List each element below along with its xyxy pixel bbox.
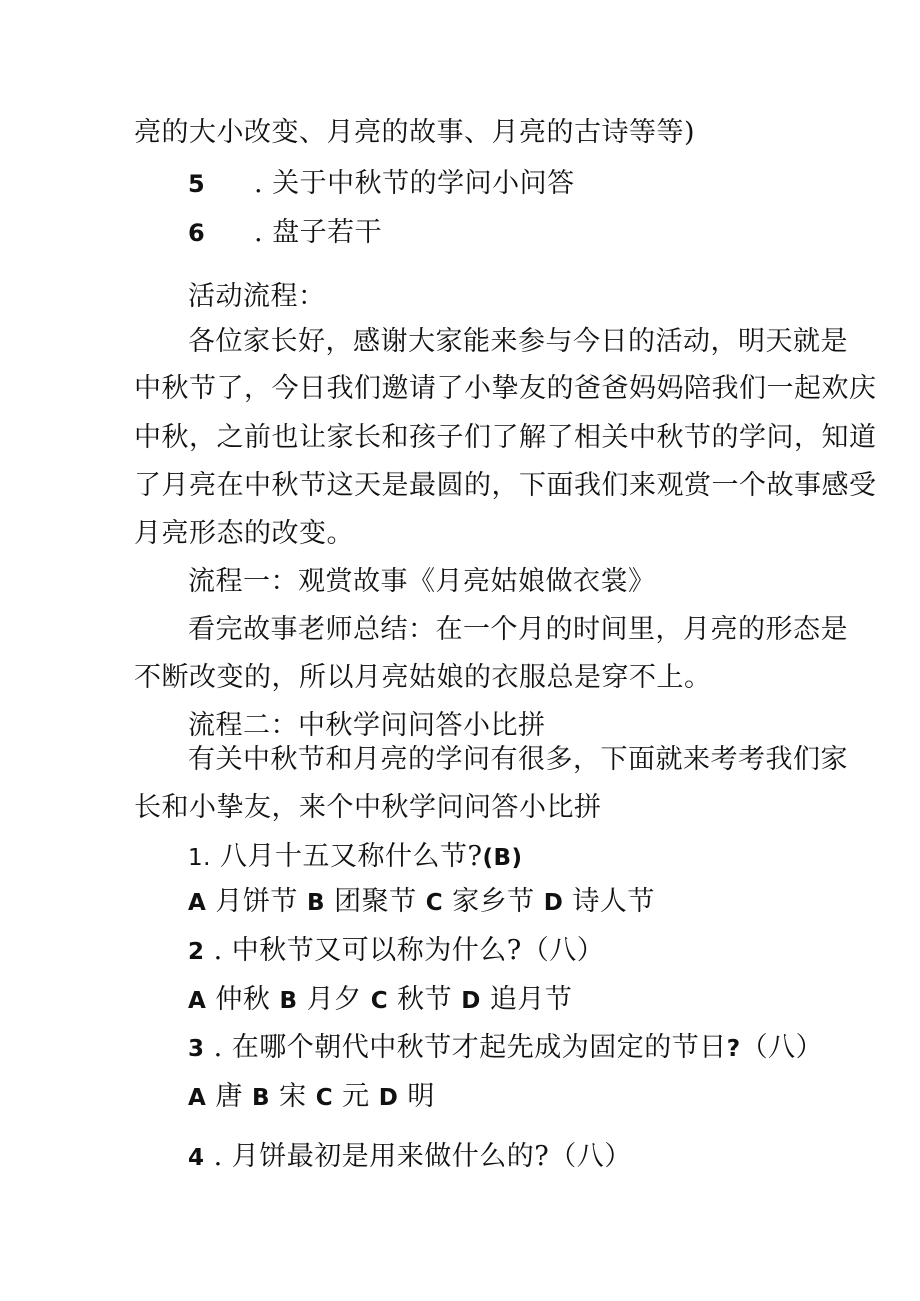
paragraph-line: 中秋，之前也让家长和孩子们了解了相关中秋节的学问，知道 <box>134 422 877 453</box>
question-answer: （八） <box>740 1032 824 1063</box>
step1-summary-line: 看完故事老师总结：在一个月的时间里，月亮的形态是 <box>188 614 848 645</box>
question-answer: (B) <box>482 845 523 871</box>
flow-heading: 活动流程： <box>188 281 326 312</box>
option-text: 家乡节 <box>443 886 544 917</box>
question-mark: ? <box>726 1036 741 1062</box>
option-letter: A <box>188 1085 207 1111</box>
step1-title: 流程一：观赏故事《月亮姑娘做衣裳》 <box>188 566 656 597</box>
option-text: 团聚节 <box>325 886 426 917</box>
intro-tail-text: 亮的大小改变、月亮的故事、月亮的古诗等等) <box>134 117 696 148</box>
option-text: 追月节 <box>480 984 573 1015</box>
paragraph-line: 了月亮在中秋节这天是最圆的，下面我们来观赏一个故事感受 <box>134 470 877 501</box>
question-number: 1. <box>188 845 211 871</box>
option-letter: A <box>188 988 207 1014</box>
paragraph-line: 中秋节了，今日我们邀请了小挚友的爸爸妈妈陪我们一起欢庆 <box>134 373 877 404</box>
question-text: . 月饼最初是用来做什么的? <box>204 1141 550 1172</box>
option-text: 仲秋 <box>206 984 280 1015</box>
option-text: 唐 <box>206 1081 252 1112</box>
step2-title: 流程二：中秋学问问答小比拼 <box>188 710 546 741</box>
quiz-question <box>188 840 523 875</box>
option-text: 月饼节 <box>206 886 307 917</box>
question-text: . 在哪个朝代中秋节才起先成为固定的节日 <box>204 1032 727 1063</box>
option-letter: D <box>378 1085 399 1111</box>
option-letter: B <box>251 1085 271 1111</box>
list-number: 6 <box>188 219 206 247</box>
list-item-text: . 盘子若干 <box>254 217 383 248</box>
quiz-question <box>188 934 604 969</box>
option-text: 宋 <box>270 1081 316 1112</box>
option-letter: B <box>306 890 326 916</box>
step2-intro-line: 长和小挚友，来个中秋学问问答小比拼 <box>134 792 602 823</box>
option-letter: B <box>279 988 298 1014</box>
quiz-question <box>188 1140 632 1175</box>
question-answer: （八） <box>521 935 605 966</box>
question-answer: （八） <box>549 1141 632 1172</box>
step1-summary-line: 不断改变的，所以月亮姑娘的衣服总是穿不上。 <box>134 662 712 693</box>
paragraph-line: 月亮形态的改变。 <box>134 518 354 549</box>
option-text: 月夕 <box>297 984 371 1015</box>
option-letter: A <box>188 890 207 916</box>
question-number: 3 <box>188 1036 205 1062</box>
question-text: 八月十五又称什么节? <box>210 841 483 872</box>
quiz-options <box>188 1080 435 1115</box>
quiz-options <box>188 885 655 920</box>
option-text: 诗人节 <box>563 886 655 917</box>
paragraph-line: 各位家长好，感谢大家能来参与今日的活动，明天就是 <box>188 326 848 357</box>
question-text: . 中秋节又可以称为什么? <box>204 935 522 966</box>
option-letter: C <box>425 890 444 916</box>
list-number: 5 <box>188 170 206 198</box>
list-item-text: . 关于中秋节的学问小问答 <box>254 168 575 199</box>
quiz-question <box>188 1031 823 1066</box>
option-text: 秋节 <box>388 984 462 1015</box>
option-letter: C <box>370 988 389 1014</box>
option-letter: C <box>315 1085 334 1111</box>
option-letter: D <box>543 890 564 916</box>
step2-intro-line: 有关中秋节和月亮的学问有很多，下面就来考考我们家 <box>188 744 848 775</box>
question-number: 4 <box>188 1145 205 1171</box>
option-letter: D <box>461 988 481 1014</box>
option-text: 明 <box>398 1081 435 1112</box>
question-number: 2 <box>188 939 205 965</box>
quiz-options <box>188 983 572 1018</box>
option-text: 元 <box>333 1081 379 1112</box>
